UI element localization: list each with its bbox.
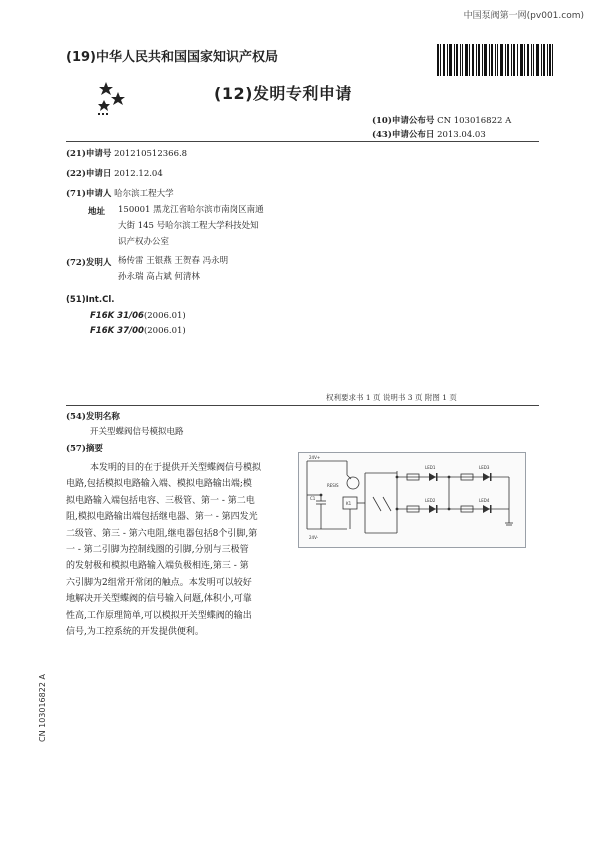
application-number-label: (21)申请号 [66,149,112,159]
address-line: 识产权办公室 [118,237,170,247]
abstract-line: 电路,包括模拟电路输入端、模拟电路输出端;模 [66,479,252,490]
circuit-label: RESIS [327,483,339,488]
barcode [437,44,553,76]
application-date-row [66,167,163,179]
abstract-text [66,460,290,640]
circuit-label: C1 [310,496,316,501]
side-publication-number: CN 103016822 A [38,674,47,742]
inventor-label: (72)发明人 [66,258,112,268]
office-emblem-icon [98,80,132,116]
address-block [118,202,264,250]
application-number-value: 201210512366.8 [114,149,188,159]
ipc-code: F16K 31/06 [90,311,144,321]
inventor-block [118,253,228,285]
ipc-version: (2006.01) [143,311,186,321]
abstract-line: 阻,模拟电路输出端包括继电器、第一 - 第四发光 [66,512,258,523]
publication-date-label: (43)申请公布日 [372,130,435,140]
application-date-label: (22)申请日 [66,169,112,179]
circuit-label: LED1 [425,465,436,470]
publication-date-row [372,128,486,140]
circuit-diagram [298,452,526,548]
inventor-line: 杨传雷 王银燕 王贺春 冯永明 [118,256,229,266]
circuit-label: LED4 [479,498,490,503]
address-line: 150001 黑龙江省哈尔滨市南岗区南通 [118,205,264,215]
abstract-line: 信号,为工控系统的开发提供便利。 [66,627,204,638]
int-cl-label: (51)Int.Cl. [66,295,115,305]
patent-office-name: (19)中华人民共和国国家知识产权局 [66,50,278,65]
circuit-label: LED2 [425,498,436,503]
invention-title-label: (54)发明名称 [66,412,120,422]
address-line: 大街 145 号哈尔滨工程大学科技处知 [118,221,259,231]
publication-date-value: 2013.04.03 [437,130,486,140]
ipc-classification-row [90,326,186,336]
invention-title: 开关型蝶阀信号模拟电路 [90,427,184,437]
page-count-info: 权利要求书 1 页 说明书 3 页 附图 1 页 [326,393,457,402]
abstract-label: (57)摘要 [66,444,103,454]
abstract-line: 拟电路输入端包括电容、三极管、第一 - 第二电 [66,495,255,506]
document-kind-title: (12)发明专利申请 [214,84,352,103]
circuit-label: K1 [346,501,352,506]
abstract-line: 一 - 第二引脚为控制线圈的引脚,分别与三极管 [66,545,249,556]
applicant-value: 哈尔滨工程大学 [114,189,174,199]
page-count-divider [66,405,539,406]
abstract-line: 的发射极和模拟电路输入端负极相连,第三 - 第 [66,561,249,572]
publication-number-value: CN 103016822 A [437,116,512,126]
header-divider [66,141,539,142]
address-label: 地址 [88,207,106,217]
publication-number-label: (10)申请公布号 [372,116,435,126]
abstract-line: 二级管、第三 - 第六电阻,继电器包括8个引脚,第 [66,528,258,539]
publication-number-row [372,114,511,126]
ipc-code: F16K 37/00 [90,326,144,336]
ipc-classification-row [90,311,186,321]
circuit-label: 24V+ [309,455,321,460]
circuit-label: 24V- [309,535,319,540]
inventor-line: 孙永瑞 高占斌 何清林 [118,272,200,282]
circuit-drawing [299,453,525,547]
application-date-value: 2012.12.04 [114,169,163,179]
applicant-label: (71)申请人 [66,189,112,199]
abstract-line: 性高,工作原理简单,可以模拟开关型蝶阀的输出 [66,610,252,621]
circuit-label: LED3 [479,465,490,470]
applicant-row [66,187,174,199]
abstract-line: 地解决开关型蝶阀的信号输入问题,体积小,可靠 [66,594,252,605]
abstract-line: 本发明的目的在于提供开关型蝶阀信号模拟 [90,463,262,473]
abstract-line: 六引脚为2组常开常闭的触点。本发明可以较好 [66,577,252,588]
ipc-version: (2006.01) [143,326,186,336]
site-watermark: 中国泵阀第一网(pv001.com) [463,11,584,21]
application-number-row [66,147,187,159]
